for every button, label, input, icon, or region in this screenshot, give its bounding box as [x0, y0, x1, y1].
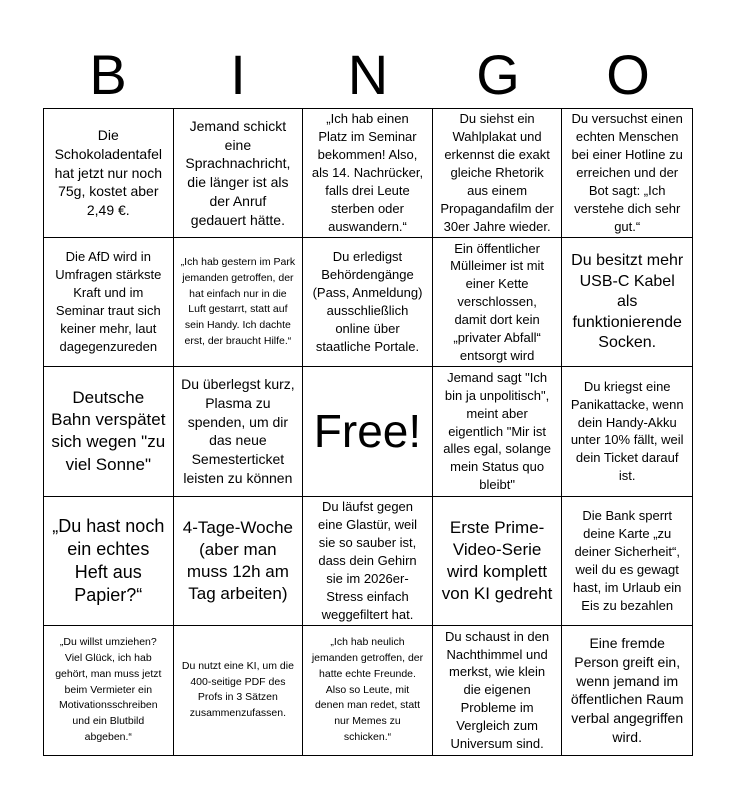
bingo-cell-r2c5[interactable]: Du besitzt mehr USB-C Kabel als funktionierende Socken. [562, 238, 692, 367]
bingo-cell-r4c2[interactable]: 4-Tage-Woche (aber man muss 12h am Tag arbeiten) [174, 497, 304, 626]
bingo-cell-r5c5[interactable]: Eine fremde Person greift ein, wenn jemand im öffentlichen Raum verbal angegriffen wird. [570, 635, 684, 745]
bingo-cell-r2c3[interactable]: Du erledigst Behördengänge (Pass, Anmeldung) ausschließlich online über staatliche Portale. [303, 238, 433, 367]
bingo-cell-r3c5[interactable]: Du kriegst eine Panikattacke, wenn dein Handy-Akku unter 10% fällt, weil dein Ticket darauf ist. [562, 367, 692, 496]
header-letter-g: G [476, 43, 520, 106]
bingo-cell-r5c4[interactable]: Du schaust in den Nachthimmel und merkst, wie klein die eigenen Probleme im Vergleich zum Universum sind. [433, 626, 563, 755]
bingo-cell-free[interactable]: Free! [303, 367, 433, 496]
bingo-cell-r4c1[interactable]: „Du hast noch ein echtes Heft aus Papier?“ [44, 497, 174, 626]
bingo-header [43, 40, 693, 110]
bingo-cell-r5c1[interactable]: „Du willst umziehen? Viel Glück, ich hab gehört, man muss jetzt beim Vermieter ein Motivationsschreiben und ein Blutbild abgeben.“ [44, 626, 174, 755]
bingo-cell-r5c2[interactable]: Du nutzt eine KI, um die 400-seitige PDF des Profs in 3 Sätzen zusammenzufassen. [174, 626, 304, 755]
bingo-cell-r1c5[interactable]: Du versuchst einen echten Menschen bei einer Hotline zu erreichen und der Bot sagt: „Ich verstehe dich sehr gut.“ [562, 109, 692, 238]
header-letter-n: N [347, 43, 389, 106]
bingo-cell-r2c4[interactable]: Ein öffentlicher Mülleimer ist mit einer Kette verschlossen, damit dort kein „privater Abfall“ entsorgt wird [433, 238, 563, 367]
header-letter-i: I [230, 43, 246, 106]
bingo-grid [43, 108, 693, 756]
bingo-cell-r4c5[interactable]: Die Bank sperrt deine Karte „zu deiner Sicherheit“, weil du es gewagt hast, im Urlaub ein Eis zu bezahlen [562, 497, 692, 626]
bingo-cell-r1c4[interactable]: Du siehst ein Wahlplakat und erkennst die exakt gleiche Rhetorik aus einem Propagandafilm der 30er Jahre wieder. [433, 109, 563, 238]
header-letter-b: B [89, 43, 127, 106]
header-letter-o: O [606, 43, 650, 106]
bingo-cell-r2c1[interactable]: Die AfD wird in Umfragen stärkste Kraft und im Seminar traut sich keiner mehr, laut dagegenzureden [44, 238, 174, 367]
bingo-cell-r3c4[interactable]: Jemand sagt "Ich bin ja unpolitisch", meint aber eigentlich "Mir ist alles egal, solange mein Status quo bleibt" [433, 367, 563, 496]
bingo-cell-r3c2[interactable]: Du überlegst kurz, Plasma zu spenden, um dir das neue Semesterticket leisten zu können [174, 367, 304, 496]
bingo-cell-r1c3[interactable]: „Ich hab einen Platz im Seminar bekommen! Also, als 14. Nachrücker, falls drei Leute sterben oder auswandern.“ [303, 109, 433, 238]
bingo-cell-r4c3[interactable]: Du läufst gegen eine Glastür, weil sie so sauber ist, dass dein Gehirn sie im 2026er-Stress einfach weggefiltert hat. [303, 497, 433, 626]
bingo-cell-r2c2[interactable]: „Ich hab gestern im Park jemanden getroffen, der hat einfach nur in die Luft gestarrt, statt auf sein Handy. Ich dachte erst, der braucht Hilfe.“ [174, 238, 304, 367]
bingo-cell-r4c4[interactable]: Erste Prime-Video-Serie wird komplett von KI gedreht [433, 497, 563, 626]
bingo-cell-r1c1[interactable]: Die Schokoladentafel hat jetzt nur noch 75g, kostet aber 2,49 €. [44, 109, 174, 238]
bingo-cell-r5c3[interactable]: „Ich hab neulich jemanden getroffen, der hatte echte Freunde. Also so Leute, mit denen man redet, statt nur Memes zu schicken.“ [303, 626, 433, 755]
bingo-cell-r1c2[interactable]: Jemand schickt eine Sprachnachricht, die länger ist als der Anruf gedauert hätte. [174, 109, 304, 238]
bingo-cell-r3c1[interactable]: Deutsche Bahn verspätet sich wegen "zu viel Sonne" [44, 367, 174, 496]
